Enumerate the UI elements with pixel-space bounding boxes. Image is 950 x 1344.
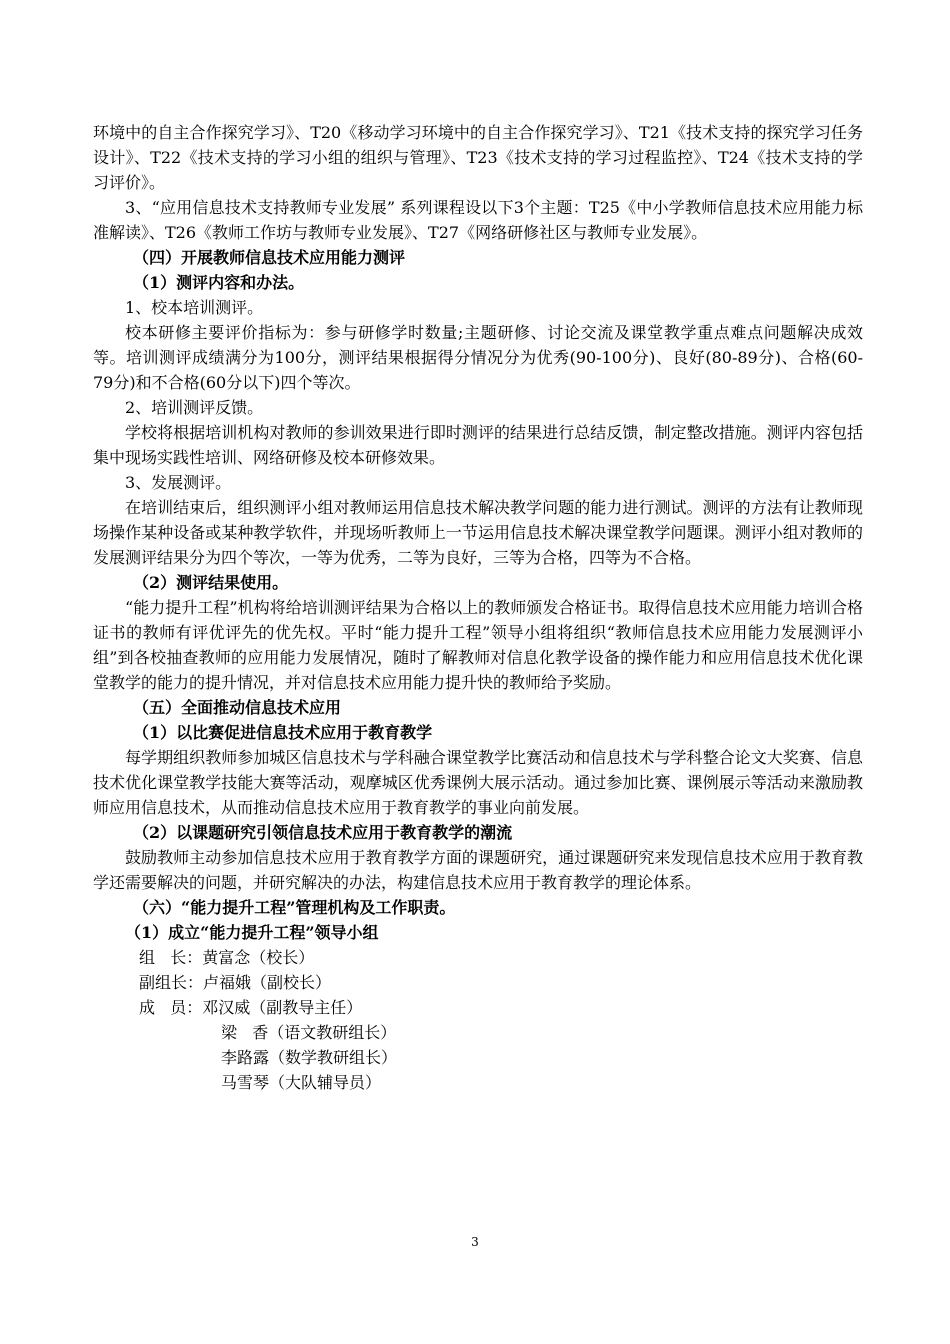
paragraph: 环境中的自主合作探究学习》、T20《移动学习环境中的自主合作探究学习》、T21《技术支持的探究学习任务设计》、T22《技术支持的学习小组的组织与管理》、T23《技术支持的学习过程监控》、T24《技术支持的学习评价》。 [93, 123, 863, 192]
member-line: 副组长：卢福娥（副校长） [139, 973, 332, 992]
document-body [93, 120, 863, 1095]
subsection-heading: （2）测评结果使用。 [133, 573, 289, 592]
member-line: 李路露（数学教研组长） [221, 1048, 398, 1067]
paragraph: 3、发展测评。 [125, 473, 232, 492]
page-number: 3 [471, 1235, 479, 1249]
paragraph: 校本研修主要评价指标为：参与研修学时数量;主题研修、讨论交流及课堂教学重点难点问题解决成效等。培训测评成绩满分为100分，测评结果根据得分情况分为优秀(90-100分)、良好(80-89分)、合格(60-79分)和不合格(60分以下)四个等次。 [93, 323, 863, 392]
paragraph: 每学期组织教师参加城区信息技术与学科融合课堂教学比赛活动和信息技术与学科整合论文大奖赛、信息技术优化课堂教学技能大赛等活动，观摩城区优秀课例大展示活动。通过参加比赛、课例展示等活动来激励教师应用信息技术，从而推动信息技术应用于教育教学的事业向前发展。 [93, 748, 863, 817]
subsection-heading: （1）成立“能力提升工程”领导小组 [125, 923, 379, 942]
subsection-heading: （1）以比赛促进信息技术应用于教育教学 [133, 723, 433, 742]
section-heading: （五）全面推动信息技术应用 [133, 698, 342, 717]
paragraph: 鼓励教师主动参加信息技术应用于教育教学方面的课题研究，通过课题研究来发现信息技术应用于教育教学还需要解决的问题，并研究解决的办法，构建信息技术应用于教育教学的理论体系。 [93, 848, 863, 892]
section-heading: （六）“能力提升工程”管理机构及工作职责。 [133, 898, 456, 917]
paragraph: 1、校本培训测评。 [125, 298, 264, 317]
paragraph: 在培训结束后，组织测评小组对教师运用信息技术解决教学问题的能力进行测试。测评的方法有让教师现场操作某种设备或某种教学软件，并现场听教师上一节运用信息技术解决课堂教学问题课。测评小组对教师的发展测评结果分为四个等次，一等为优秀，二等为良好，三等为合格，四等为不合格。 [93, 498, 863, 567]
subsection-heading: （1）测评内容和办法。 [133, 273, 305, 292]
member-line: 马雪琴（大队辅导员） [221, 1073, 382, 1092]
subsection-heading: （2）以课题研究引领信息技术应用于教育教学的潮流 [133, 823, 513, 842]
paragraph: 3、“应用信息技术支持教师专业发展” 系列课程设以下3个主题：T25《中小学教师信息技术应用能力标准解读》、T26《教师工作坊与教师专业发展》、T27《网络研修社区与教师专业发展》。 [93, 198, 863, 242]
member-line: 组 长：黄富念（校长） [139, 948, 315, 967]
paragraph: 2、培训测评反馈。 [125, 398, 264, 417]
member-line: 梁 香（语文教研组长） [221, 1023, 397, 1042]
paragraph: “能力提升工程”机构将给培训测评结果为合格以上的教师颁发合格证书。取得信息技术应用能力培训合格证书的教师有评优评先的优先权。平时“能力提升工程”领导小组将组织“教师信息技术应用能力发展测评小组”到各校抽查教师的应用能力发展情况，随时了解教师对信息化教学设备的操作能力和应用信息技术优化课堂教学的能力的提升情况，并对信息技术应用能力提升快的教师给予奖励。 [93, 598, 863, 692]
section-heading: （四）开展教师信息技术应用能力测评 [133, 248, 406, 267]
member-line: 成 员：邓汉威（副教导主任） [139, 998, 363, 1017]
paragraph: 学校将根据培训机构对教师的参训效果进行即时测评的结果进行总结反馈，制定整改措施。测评内容包括集中现场实践性培训、网络研修及校本研修效果。 [93, 423, 863, 467]
